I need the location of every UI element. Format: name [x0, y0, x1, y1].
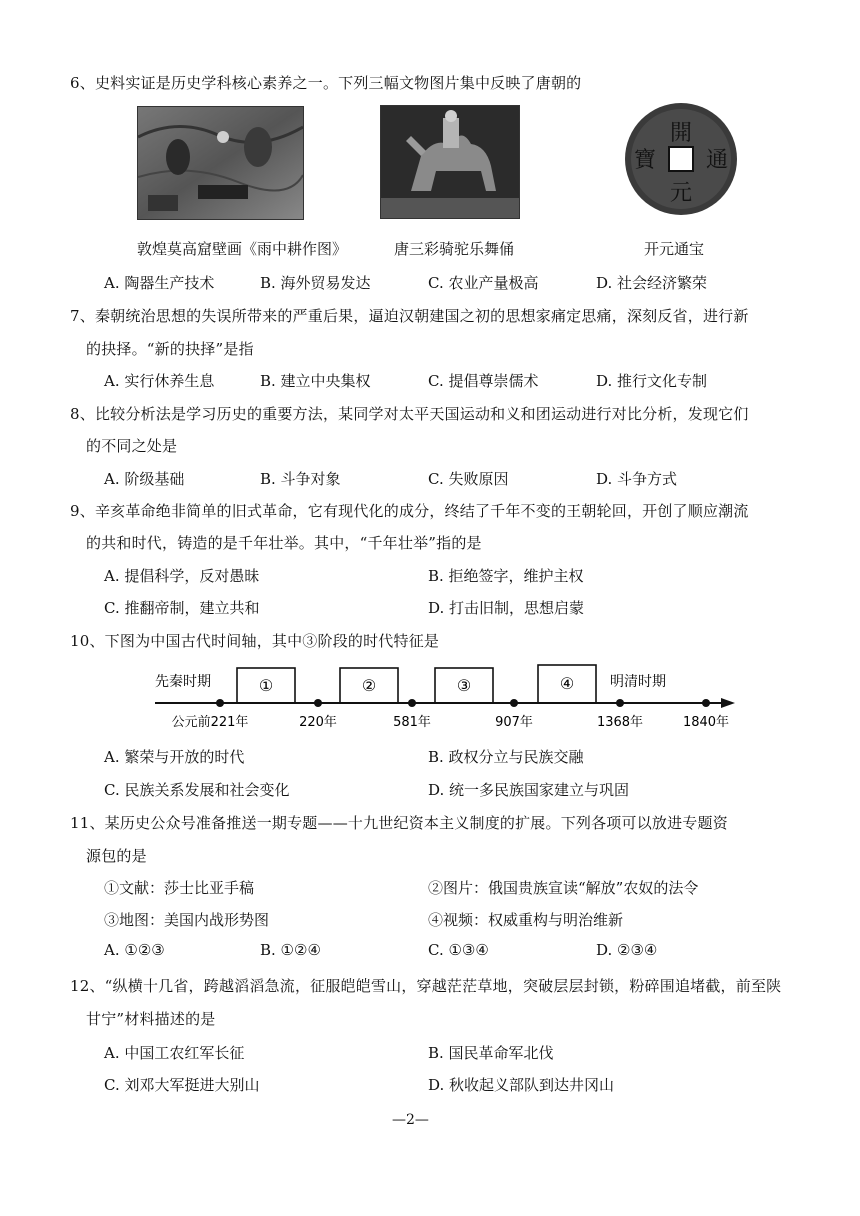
coin-char-left: 寶 [633, 148, 657, 173]
q9-option-d[interactable]: D. 打击旧制，思想启蒙 [428, 599, 585, 617]
q6-option-a[interactable]: A. 陶器生产技术 [104, 274, 215, 292]
timeline-year-2: 220年 [299, 715, 337, 730]
caption-camel: 唐三彩骑驼乐舞俑 [394, 240, 515, 258]
q11-item-3: ③地图：美国内战形势图 [104, 911, 270, 929]
q9-option-b[interactable]: B. 拒绝签字，维护主权 [428, 567, 584, 585]
q10-stem-line-1: 10、下图为中国古代时间轴，其中③阶段的时代特征是 [70, 632, 440, 650]
timeline-year-3: 581年 [393, 715, 431, 730]
q6-option-d[interactable]: D. 社会经济繁荣 [596, 274, 708, 292]
q12-stem-line-2: 甘宁”材料描述的是 [86, 1010, 216, 1028]
q7-stem-line-1: 7、秦朝统治思想的失误所带来的严重后果，逼迫汉朝建国之初的思想家痛定思痛，深刻反省，进行新 [70, 307, 749, 325]
q12-option-d[interactable]: D. 秋收起义部队到达井冈山 [428, 1076, 615, 1094]
q7-option-a[interactable]: A. 实行休养生息 [104, 372, 215, 390]
q9-option-a[interactable]: A. 提倡科学，反对愚昧 [104, 567, 260, 585]
q7-option-c[interactable]: C. 提倡尊崇儒术 [428, 372, 539, 390]
q10-option-a[interactable]: A. 繁荣与开放的时代 [104, 748, 245, 766]
q11-item-4: ④视频：权威重构与明治维新 [428, 911, 624, 929]
timeline-stage-2: ② [361, 676, 377, 695]
q11-option-b[interactable]: B. ①②④ [260, 941, 321, 959]
q10-option-c[interactable]: C. 民族关系发展和社会变化 [104, 781, 290, 799]
q11-option-d[interactable]: D. ②③④ [596, 941, 658, 959]
q8-option-b[interactable]: B. 斗争对象 [260, 470, 341, 488]
q12-option-c[interactable]: C. 刘邓大军挺进大别山 [104, 1076, 260, 1094]
q12-option-a[interactable]: A. 中国工农红军长征 [104, 1044, 245, 1062]
q11-option-c[interactable]: C. ①③④ [428, 941, 489, 959]
coin-char-right: 通 [705, 148, 729, 173]
q7-option-b[interactable]: B. 建立中央集权 [260, 372, 371, 390]
q10-option-d[interactable]: D. 统一多民族国家建立与巩固 [428, 781, 630, 799]
timeline-stage-4: ④ [559, 674, 575, 693]
tang-sancai-camel-image [380, 105, 520, 219]
q11-stem-line-2: 源包的是 [86, 847, 147, 865]
q11-item-1: ①文献：莎士比亚手稿 [104, 879, 255, 897]
timeline-right-label: 明清时期 [610, 674, 666, 690]
timeline-stage-1: ① [258, 676, 274, 695]
q9-stem-line-2: 的共和时代，铸造的是千年壮举。其中，“千年壮举”指的是 [86, 534, 482, 552]
q6-stem-line-1: 6、史料实证是历史学科核心素养之一。下列三幅文物图片集中反映了唐朝的 [70, 74, 582, 92]
q9-option-c[interactable]: C. 推翻帝制，建立共和 [104, 599, 260, 617]
q7-option-d[interactable]: D. 推行文化专制 [596, 372, 708, 390]
kaiyuan-coin-image [617, 100, 745, 218]
q7-stem-line-2: 的抉择。“新的抉择”是指 [86, 340, 254, 358]
q9-stem-line-1: 9、辛亥革命绝非简单的旧式革命，它有现代化的成分，终结了千年不变的王朝轮回，开创了顺应潮流 [70, 502, 749, 520]
coin-char-top: 開 [669, 121, 693, 146]
q12-stem-line-1: 12、“纵横十几省，跨越滔滔急流，征服皑皑雪山，穿越茫茫草地，突破层层封锁，粉碎围追堵截，前至陕 [70, 977, 782, 995]
timeline-left-label: 先秦时期 [155, 674, 211, 690]
dunhuang-mural-image [137, 106, 304, 220]
timeline-year-1: 公元前221年 [171, 715, 249, 730]
timeline-stage-3: ③ [456, 676, 472, 695]
q6-option-b[interactable]: B. 海外贸易发达 [260, 274, 371, 292]
timeline-year-4: 907年 [495, 715, 533, 730]
caption-mural: 敦煌莫高窟壁画《雨中耕作图》 [137, 240, 348, 258]
q11-option-a[interactable]: A. ①②③ [104, 941, 165, 959]
q11-item-2: ②图片：俄国贵族宣读“解放”农奴的法令 [428, 879, 699, 897]
q8-option-d[interactable]: D. 斗争方式 [596, 470, 678, 488]
caption-coin: 开元通宝 [644, 240, 705, 258]
q6-option-c[interactable]: C. 农业产量极高 [428, 274, 539, 292]
q8-option-a[interactable]: A. 阶级基础 [104, 470, 185, 488]
q11-stem-line-1: 11、某历史公众号准备推送一期专题——十九世纪资本主义制度的扩展。下列各项可以放进专题资 [70, 814, 728, 832]
coin-char-bottom: 元 [669, 181, 693, 206]
timeline-year-6: 1840年 [682, 715, 730, 730]
page-number: —2— [392, 1112, 429, 1128]
q8-stem-line-1: 8、比较分析法是学习历史的重要方法，某同学对太平天国运动和义和团运动进行对比分析，发现它们 [70, 405, 749, 423]
timeline-diagram [140, 660, 750, 730]
q12-option-b[interactable]: B. 国民革命军北伐 [428, 1044, 554, 1062]
timeline-year-5: 1368年 [596, 715, 644, 730]
q10-option-b[interactable]: B. 政权分立与民族交融 [428, 748, 584, 766]
q8-stem-line-2: 的不同之处是 [86, 437, 178, 455]
q8-option-c[interactable]: C. 失败原因 [428, 470, 509, 488]
